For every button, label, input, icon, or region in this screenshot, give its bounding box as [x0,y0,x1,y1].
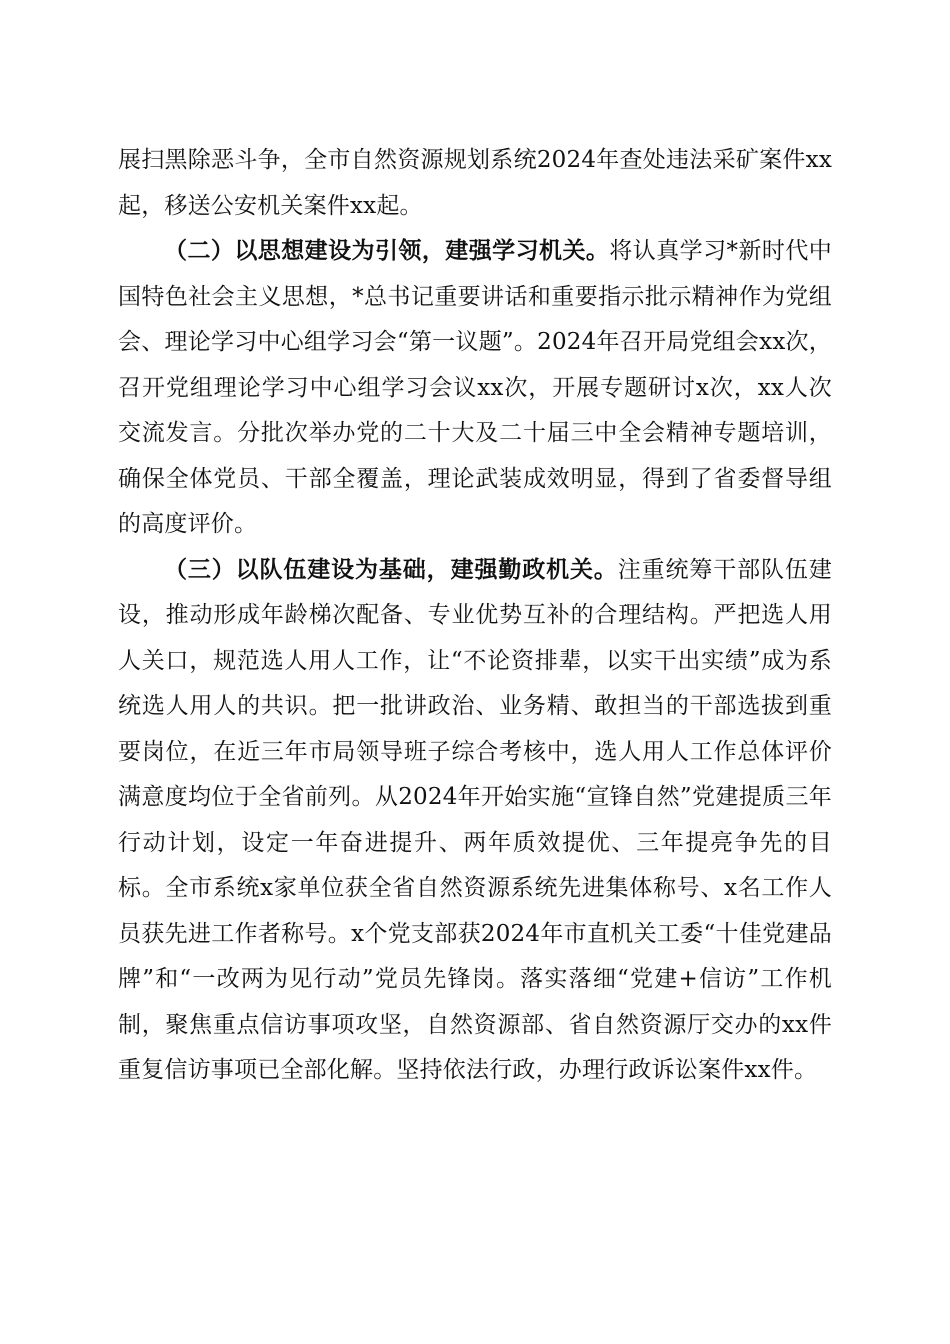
paragraph-continuation [118,138,832,229]
paragraph-body: 展扫黑除恶斗争，全市自然资源规划系统2024年查处违法采矿案件xx起，移送公安机关案件xx起。 [118,147,832,219]
paragraph-ideological-building [118,229,832,548]
paragraph-body: 注重统筹干部队伍建设，推动形成年龄梯次配备、专业优势互补的合理结构。严把选人用人关口，规范选人用人工作，让“不论资排辈，以实干出实绩”成为系统选人用人的共识。把一批讲政治、业务精、敢担当的干部选拔到重要岗位，在近三年市局领导班子综合考核中，选人用人工作总体评价满意度均位于全省前列。从2024年开始实施“宣锋自然”党建提质三年行动计划，设定一年奋进提升、两年质效提优、三年提亮争先的目标。全市系统x家单位获全省自然资源系统先进集体称号、x名工作人员获先进工作者称号。x个党支部获2024年市直机关工委“十佳党建品牌”和“一改两为见行动”党员先锋岗。落实落细“党建+信访”工作机制，聚焦重点信访事项攻坚，自然资源部、省自然资源厅交办的xx件重复信访事项已全部化解。坚持依法行政，办理行政诉讼案件xx件。 [118,556,832,1083]
document-body [118,138,832,1094]
paragraph-body: 将认真学习*新时代中国特色社会主义思想，*总书记重要讲话和重要指示批示精神作为党组会、理论学习中心组学习会“第一议题”。2024年召开局党组会xx次，召开党组理论学习中心组学习会议xx次，开展专题研讨x次，xx人次交流发言。分批次举办党的二十大及二十届三中全会精神专题培训，确保全体党员、干部全覆盖，理论武装成效明显，得到了省委督导组的高度评价。 [118,238,832,537]
paragraph-team-building [118,548,832,1094]
section-heading-3: （三）以队伍建设为基础，建强勤政机关。 [164,556,618,583]
section-heading-2: （二）以思想建设为引领，建强学习机关。 [164,238,610,264]
